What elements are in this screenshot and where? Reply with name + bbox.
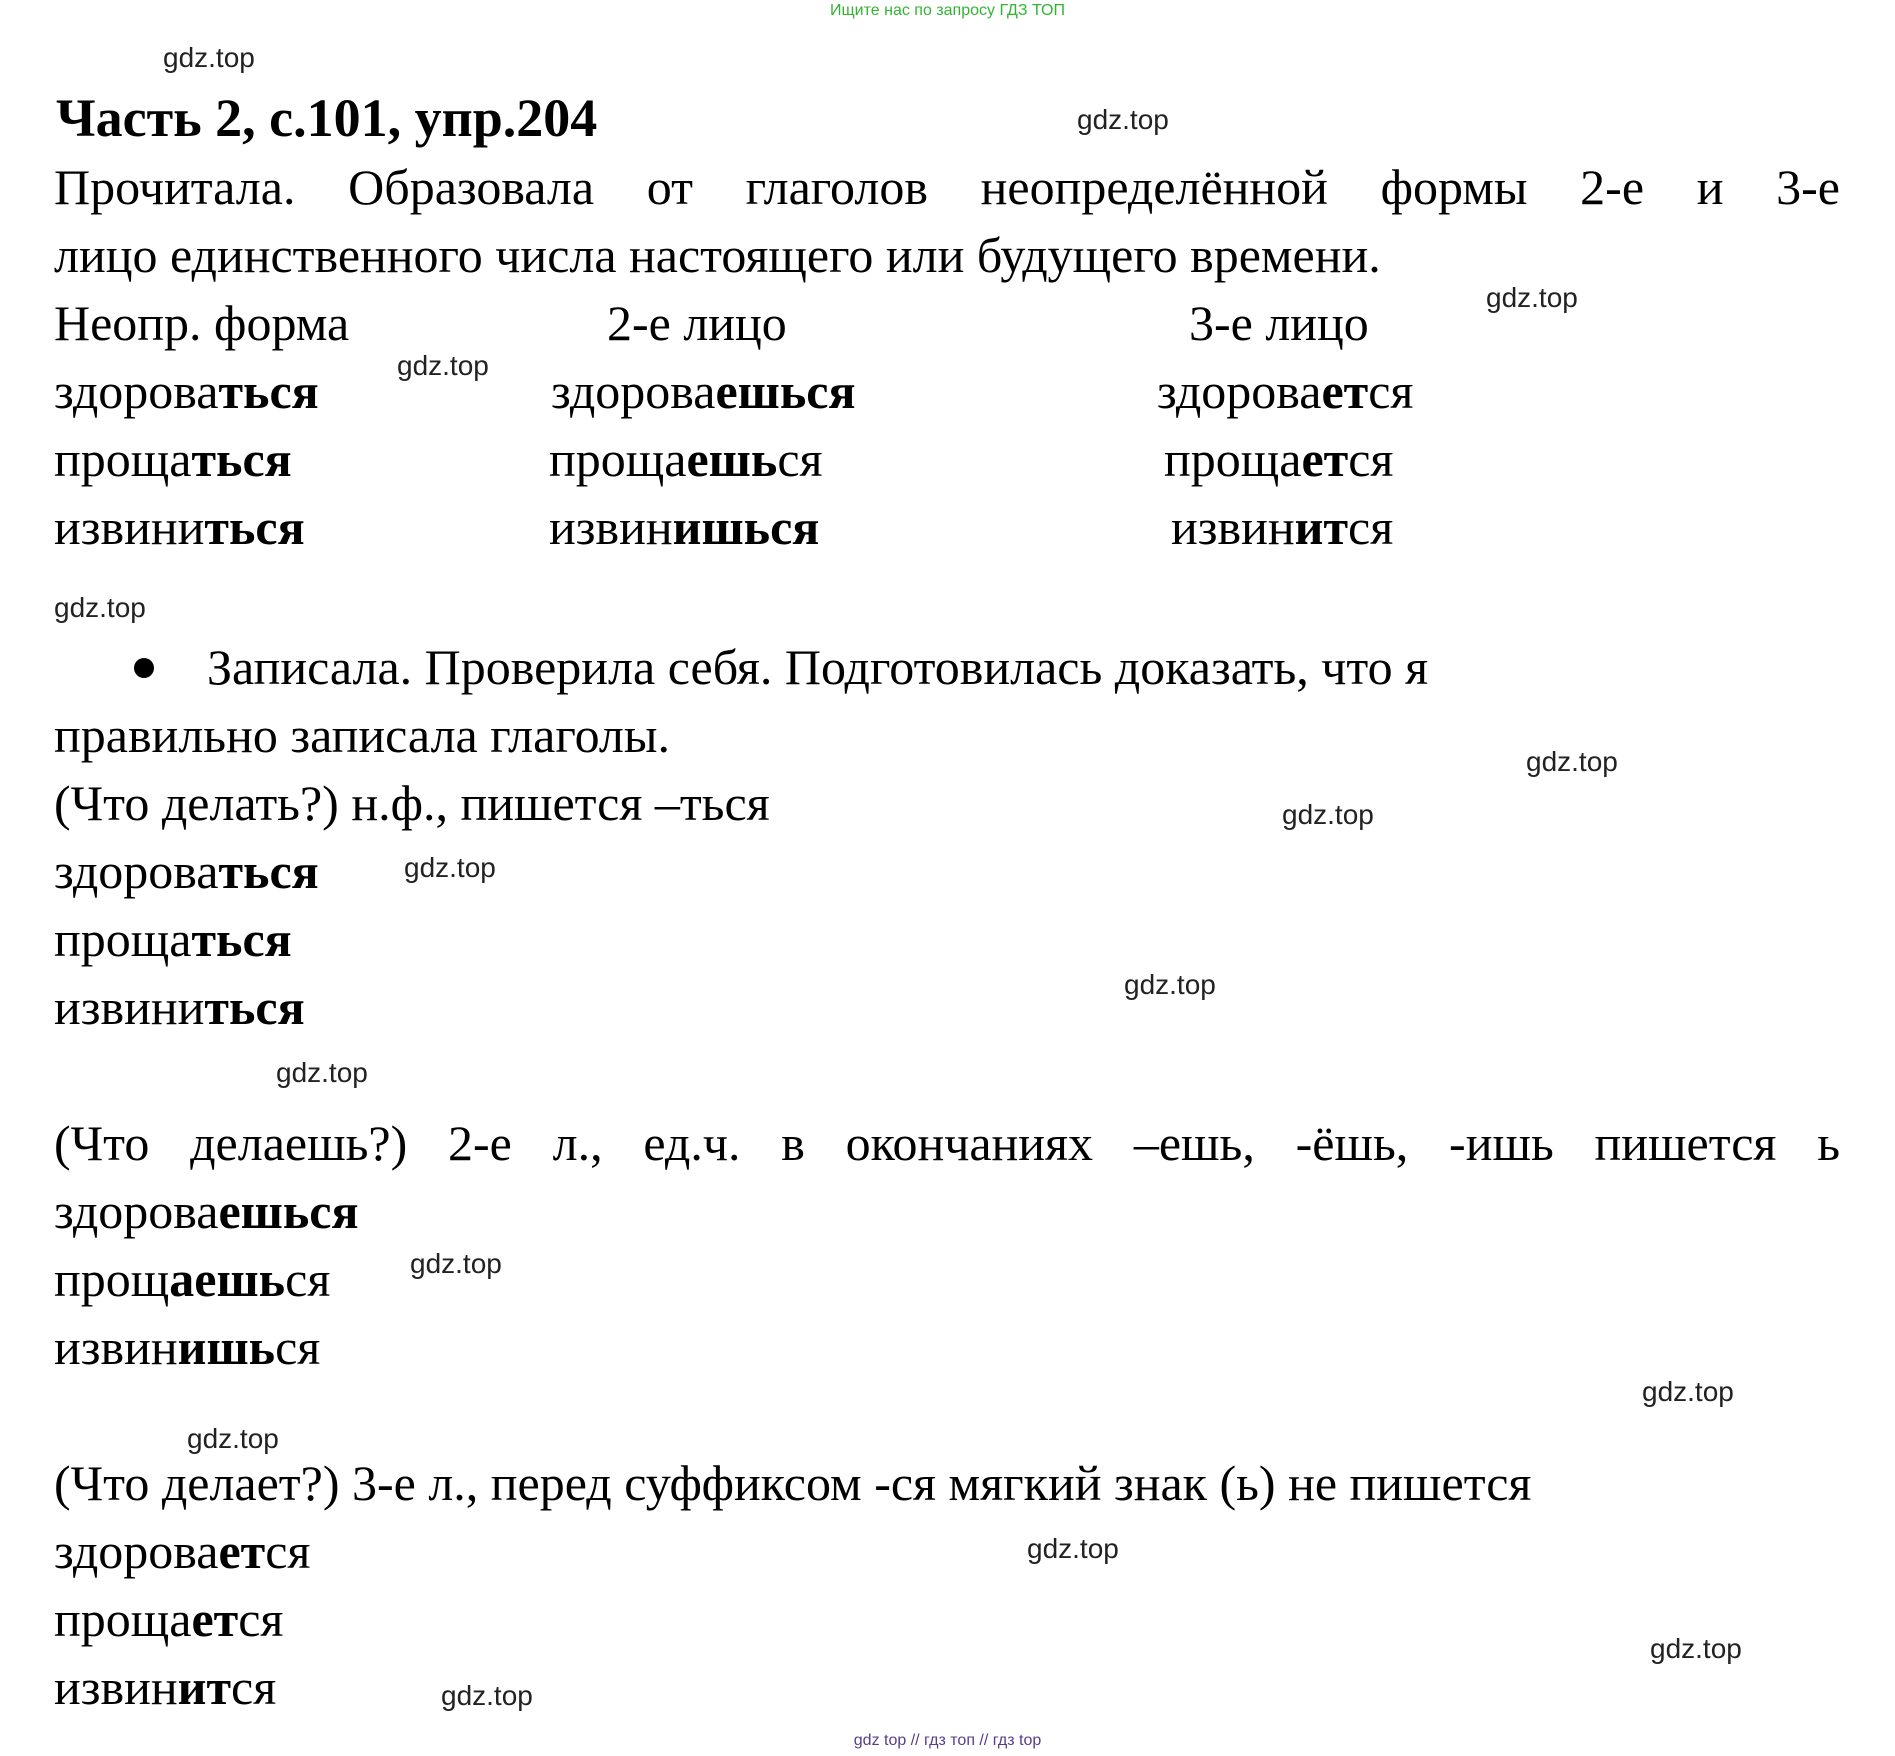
table-cell: прощается: [1164, 431, 1394, 487]
bullet-text: Записала. Проверила себя. Подготовилась доказать, что я: [207, 639, 1429, 695]
word: прощается: [54, 1591, 284, 1647]
watermark: gdz.top: [1642, 1376, 1734, 1407]
watermark: gdz.top: [1124, 969, 1216, 1000]
watermark: gdz.top: [404, 852, 496, 883]
word: извинишься: [54, 1319, 321, 1375]
table-cell: извиниться: [54, 499, 305, 555]
table-header: 3-е лицо: [1189, 295, 1369, 351]
table-cell: здороваешься: [551, 363, 856, 419]
word: здороваться: [54, 843, 319, 899]
watermark: gdz.top: [1650, 1633, 1742, 1664]
word: извиниться: [54, 979, 305, 1035]
top-banner: Ищите нас по запросу ГДЗ ТОП: [830, 2, 1065, 19]
page-title: Часть 2, с.101, упр.204: [56, 88, 598, 148]
bullet-icon: [134, 658, 154, 678]
section-heading: (Что делает?) 3-е л., перед суффиксом -ся мягкий знак (ь) не пишется: [54, 1455, 1532, 1511]
word: здороваешься: [54, 1183, 359, 1239]
watermark: gdz.top: [1077, 104, 1169, 135]
bullet-text: правильно записала глаголы.: [54, 707, 670, 763]
watermark: gdz.top: [276, 1057, 368, 1088]
table-cell: прощаешься: [549, 431, 823, 487]
watermark: gdz.top: [1486, 282, 1578, 313]
watermark: gdz.top: [187, 1423, 279, 1454]
word: прощаешься: [54, 1251, 331, 1307]
table-cell: здоровается: [1157, 363, 1414, 419]
section-heading: (Что делать?) н.ф., пишется –ться: [54, 775, 770, 831]
watermark: gdz.top: [397, 350, 489, 381]
intro-line: лицо единственного числа настоящего или будущего времени.: [54, 227, 1381, 283]
word: извинится: [54, 1659, 277, 1715]
table-cell: извинишься: [549, 499, 820, 555]
word: здоровается: [54, 1523, 311, 1579]
table-cell: здороваться: [54, 363, 319, 419]
watermark: gdz.top: [410, 1248, 502, 1279]
watermark: gdz.top: [1027, 1533, 1119, 1564]
word: прощаться: [54, 911, 292, 967]
watermark: gdz.top: [163, 42, 255, 73]
table-cell: извинится: [1171, 499, 1394, 555]
section-heading: (Что делаешь?) 2-е л., ед.ч. в окончаниях –ешь, -ёшь, -ишь пишется ь: [54, 1115, 1840, 1171]
intro-line: Прочитала. Образовала от глаголов неопределённой формы 2-е и 3-е: [54, 159, 1840, 215]
table-header: 2-е лицо: [607, 295, 787, 351]
table-cell: прощаться: [54, 431, 292, 487]
watermark: gdz.top: [441, 1680, 533, 1711]
watermark: gdz.top: [1282, 799, 1374, 830]
watermark: gdz.top: [1526, 746, 1618, 777]
bottom-banner: gdz top // гдз топ // гдз top: [853, 1732, 1042, 1749]
watermark: gdz.top: [54, 592, 146, 623]
table-header: Неопр. форма: [54, 295, 350, 351]
